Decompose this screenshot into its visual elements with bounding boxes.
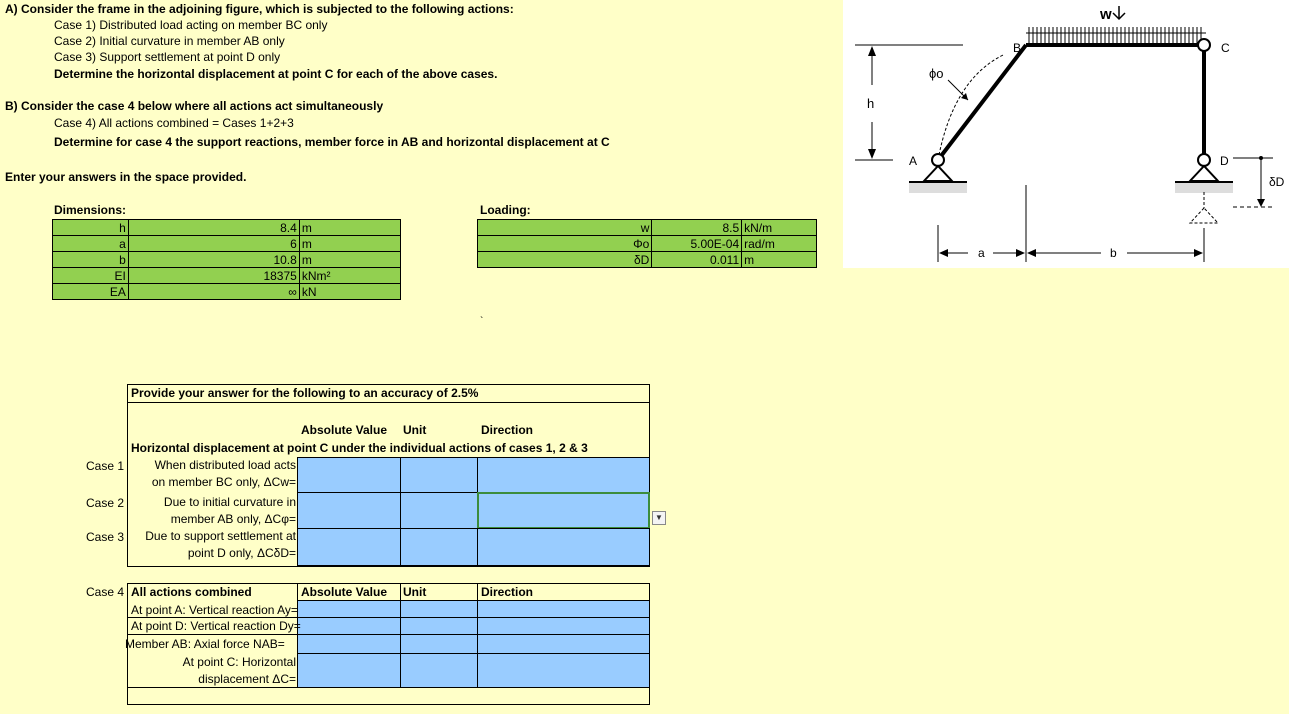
stray-mark: ` xyxy=(480,316,484,327)
nab-unit-input[interactable] xyxy=(400,634,478,654)
accuracy-note: Provide your answer for the following to an accuracy of 2.5% xyxy=(131,386,479,400)
dy-abs-value-input[interactable] xyxy=(297,617,401,635)
part-a-case2: Case 2) Initial curvature in member AB only xyxy=(54,34,285,48)
b-arrow-left xyxy=(1027,249,1036,257)
dim-val[interactable]: 6 xyxy=(128,236,299,252)
label-c: C xyxy=(1221,41,1230,55)
part-a-task: Determine the horizontal displacement at point C for each of the above cases. xyxy=(54,67,498,81)
member-ab xyxy=(938,45,1026,160)
ay-unit-input[interactable] xyxy=(400,600,478,618)
label-d: D xyxy=(1220,154,1229,168)
label-a: A xyxy=(909,154,918,168)
case3-unit-input[interactable] xyxy=(400,528,478,566)
dim-row-ei xyxy=(53,268,401,284)
load-val[interactable]: 8.5 xyxy=(652,220,742,236)
dc-label-line1: At point C: Horizontal xyxy=(182,655,296,669)
load-sym[interactable]: w xyxy=(478,220,652,236)
nab-direction-input[interactable] xyxy=(477,634,650,654)
h-label: h xyxy=(867,96,875,111)
ground-hatch-a xyxy=(909,183,967,193)
dim-row-a xyxy=(53,236,401,252)
case1-tag: Case 1 xyxy=(86,459,125,473)
load-unit[interactable]: kN/m xyxy=(742,220,817,236)
hinge-c xyxy=(1198,39,1210,51)
load-w-label: w xyxy=(1100,6,1112,23)
support-d xyxy=(1190,166,1218,181)
case1-unit-input[interactable] xyxy=(400,457,478,493)
dim-sym[interactable]: EA xyxy=(53,284,129,300)
section1-title: Horizontal displacement at point C under the individual actions of cases 1, 2 & 3 xyxy=(131,441,588,455)
load-row-phi xyxy=(478,236,817,252)
dim-sym[interactable]: b xyxy=(53,252,129,268)
case4-col-dir: Direction xyxy=(481,585,534,599)
dim-unit[interactable]: m xyxy=(299,220,400,236)
col-unit-header: Unit xyxy=(403,423,427,437)
dimensions-table xyxy=(52,219,401,300)
case2-direction-select[interactable] xyxy=(477,492,650,529)
dc-label xyxy=(127,654,296,688)
load-sym[interactable]: δD xyxy=(478,252,652,268)
divider xyxy=(127,634,297,635)
part-b-case4: Case 4) All actions combined = Cases 1+2+3 xyxy=(54,116,294,130)
dc-label-line2: displacement ΔC= xyxy=(198,672,296,686)
case3-label-line2: point D only, ΔCδD= xyxy=(187,546,296,560)
load-unit[interactable]: rad/m xyxy=(742,236,817,252)
dy-label: At point D: Vertical reaction Dy= xyxy=(131,619,301,633)
part-a-case1: Case 1) Distributed load acting on member BC only xyxy=(54,18,328,32)
load-val[interactable]: 0.011 xyxy=(652,252,742,268)
case3-label-line1: Due to support settlement at xyxy=(145,529,296,543)
dc-unit-input[interactable] xyxy=(400,653,478,688)
down-arrow-icon xyxy=(1113,6,1125,19)
case3-abs-value-input[interactable] xyxy=(297,528,401,566)
hinge-d xyxy=(1198,154,1210,166)
nab-abs-value-input[interactable] xyxy=(297,634,401,654)
nab-label: Member AB: Axial force NAB= xyxy=(125,637,285,651)
load-unit[interactable]: m xyxy=(742,252,817,268)
hinge-a xyxy=(932,154,944,166)
load-val[interactable]: 5.00E-04 xyxy=(652,236,742,252)
case4-title: All actions combined xyxy=(131,585,252,599)
case2-label-line1: Due to initial curvature in xyxy=(163,495,296,509)
loading-table xyxy=(477,219,817,268)
dim-unit[interactable]: m xyxy=(299,236,400,252)
a-label: a xyxy=(978,246,985,260)
dim-val[interactable]: ∞ xyxy=(128,284,299,300)
dc-abs-value-input[interactable] xyxy=(297,653,401,688)
a-arrow-left xyxy=(939,249,948,257)
col-dir-header: Direction xyxy=(481,423,534,437)
support-a xyxy=(924,166,952,181)
dc-direction-input[interactable] xyxy=(477,653,650,688)
case1-abs-value-input[interactable] xyxy=(297,457,401,493)
dim-unit[interactable]: kNm² xyxy=(299,268,400,284)
load-row-w xyxy=(478,220,817,236)
divider xyxy=(127,617,297,618)
delta-arrowhead xyxy=(1257,199,1265,207)
dim-row-h xyxy=(53,220,401,236)
dy-unit-input[interactable] xyxy=(400,617,478,635)
distributed-load xyxy=(1026,27,1206,43)
case1-label-line1: When distributed load acts xyxy=(154,458,296,472)
dim-val[interactable]: 8.4 xyxy=(128,220,299,236)
case2-unit-input[interactable] xyxy=(400,492,478,529)
delta-dot xyxy=(1259,156,1263,160)
ay-abs-value-input[interactable] xyxy=(297,600,401,618)
case2-tag: Case 2 xyxy=(86,496,125,510)
case3-tag: Case 3 xyxy=(86,530,125,544)
dim-unit[interactable]: kN xyxy=(299,284,400,300)
dim-row-b xyxy=(53,252,401,268)
case4-col-abs: Absolute Value xyxy=(301,585,388,599)
delta-label: δD xyxy=(1269,175,1285,189)
part-a-heading: A) Consider the frame in the adjoining figure, which is subjected to the following actions: xyxy=(5,2,514,16)
case1-direction-input[interactable] xyxy=(477,457,650,493)
dim-val[interactable]: 10.8 xyxy=(128,252,299,268)
frame-figure xyxy=(843,0,1289,268)
dropdown-arrow-icon[interactable]: ▼ xyxy=(652,511,666,525)
dimensions-title: Dimensions: xyxy=(54,203,127,217)
divider xyxy=(127,402,650,403)
ay-label: At point A: Vertical reaction Ay= xyxy=(131,603,298,617)
dim-sym[interactable]: EI xyxy=(53,268,129,284)
case3-label xyxy=(127,528,296,562)
h-arrow-down xyxy=(868,149,876,159)
instruction: Enter your answers in the space provided. xyxy=(5,170,247,184)
case4-col-unit: Unit xyxy=(403,585,427,599)
phi-label: ϕo xyxy=(929,66,944,81)
case2-abs-value-input[interactable] xyxy=(297,492,401,529)
load-row-delta xyxy=(478,252,817,268)
part-b-task: Determine for case 4 the support reactions, member force in AB and horizontal displacement at C xyxy=(54,135,610,149)
ay-direction-input[interactable] xyxy=(477,600,650,618)
frame-diagram xyxy=(843,0,1289,268)
dim-val[interactable]: 18375 xyxy=(128,268,299,284)
load-sym[interactable]: Φo xyxy=(478,236,652,252)
case4-tag: Case 4 xyxy=(86,585,125,599)
ground-hatch-d xyxy=(1175,183,1233,193)
dy-direction-input[interactable] xyxy=(477,617,650,635)
part-a-case3: Case 3) Support settlement at point D only xyxy=(54,50,281,64)
part-b-heading: B) Consider the case 4 below where all actions act simultaneously xyxy=(5,99,384,113)
dim-unit[interactable]: m xyxy=(299,252,400,268)
case1-label-line2: on member BC only, ΔCw= xyxy=(151,475,296,489)
col-abs-header: Absolute Value xyxy=(301,423,388,437)
settled-support xyxy=(1190,208,1218,223)
case2-label-line2: member AB only, ΔCφ= xyxy=(170,512,296,526)
case2-label xyxy=(127,494,296,528)
case1-label xyxy=(127,457,296,491)
b-arrow-right xyxy=(1194,249,1203,257)
a-arrow-right xyxy=(1016,249,1025,257)
dim-sym[interactable]: h xyxy=(53,220,129,236)
b-label: b xyxy=(1110,246,1117,260)
h-arrow-up xyxy=(868,46,876,56)
dim-sym[interactable]: a xyxy=(53,236,129,252)
dim-row-ea xyxy=(53,284,401,300)
label-b: B xyxy=(1013,41,1022,55)
loading-title: Loading: xyxy=(480,203,531,217)
divider xyxy=(127,687,650,688)
case3-direction-input[interactable] xyxy=(477,528,650,566)
